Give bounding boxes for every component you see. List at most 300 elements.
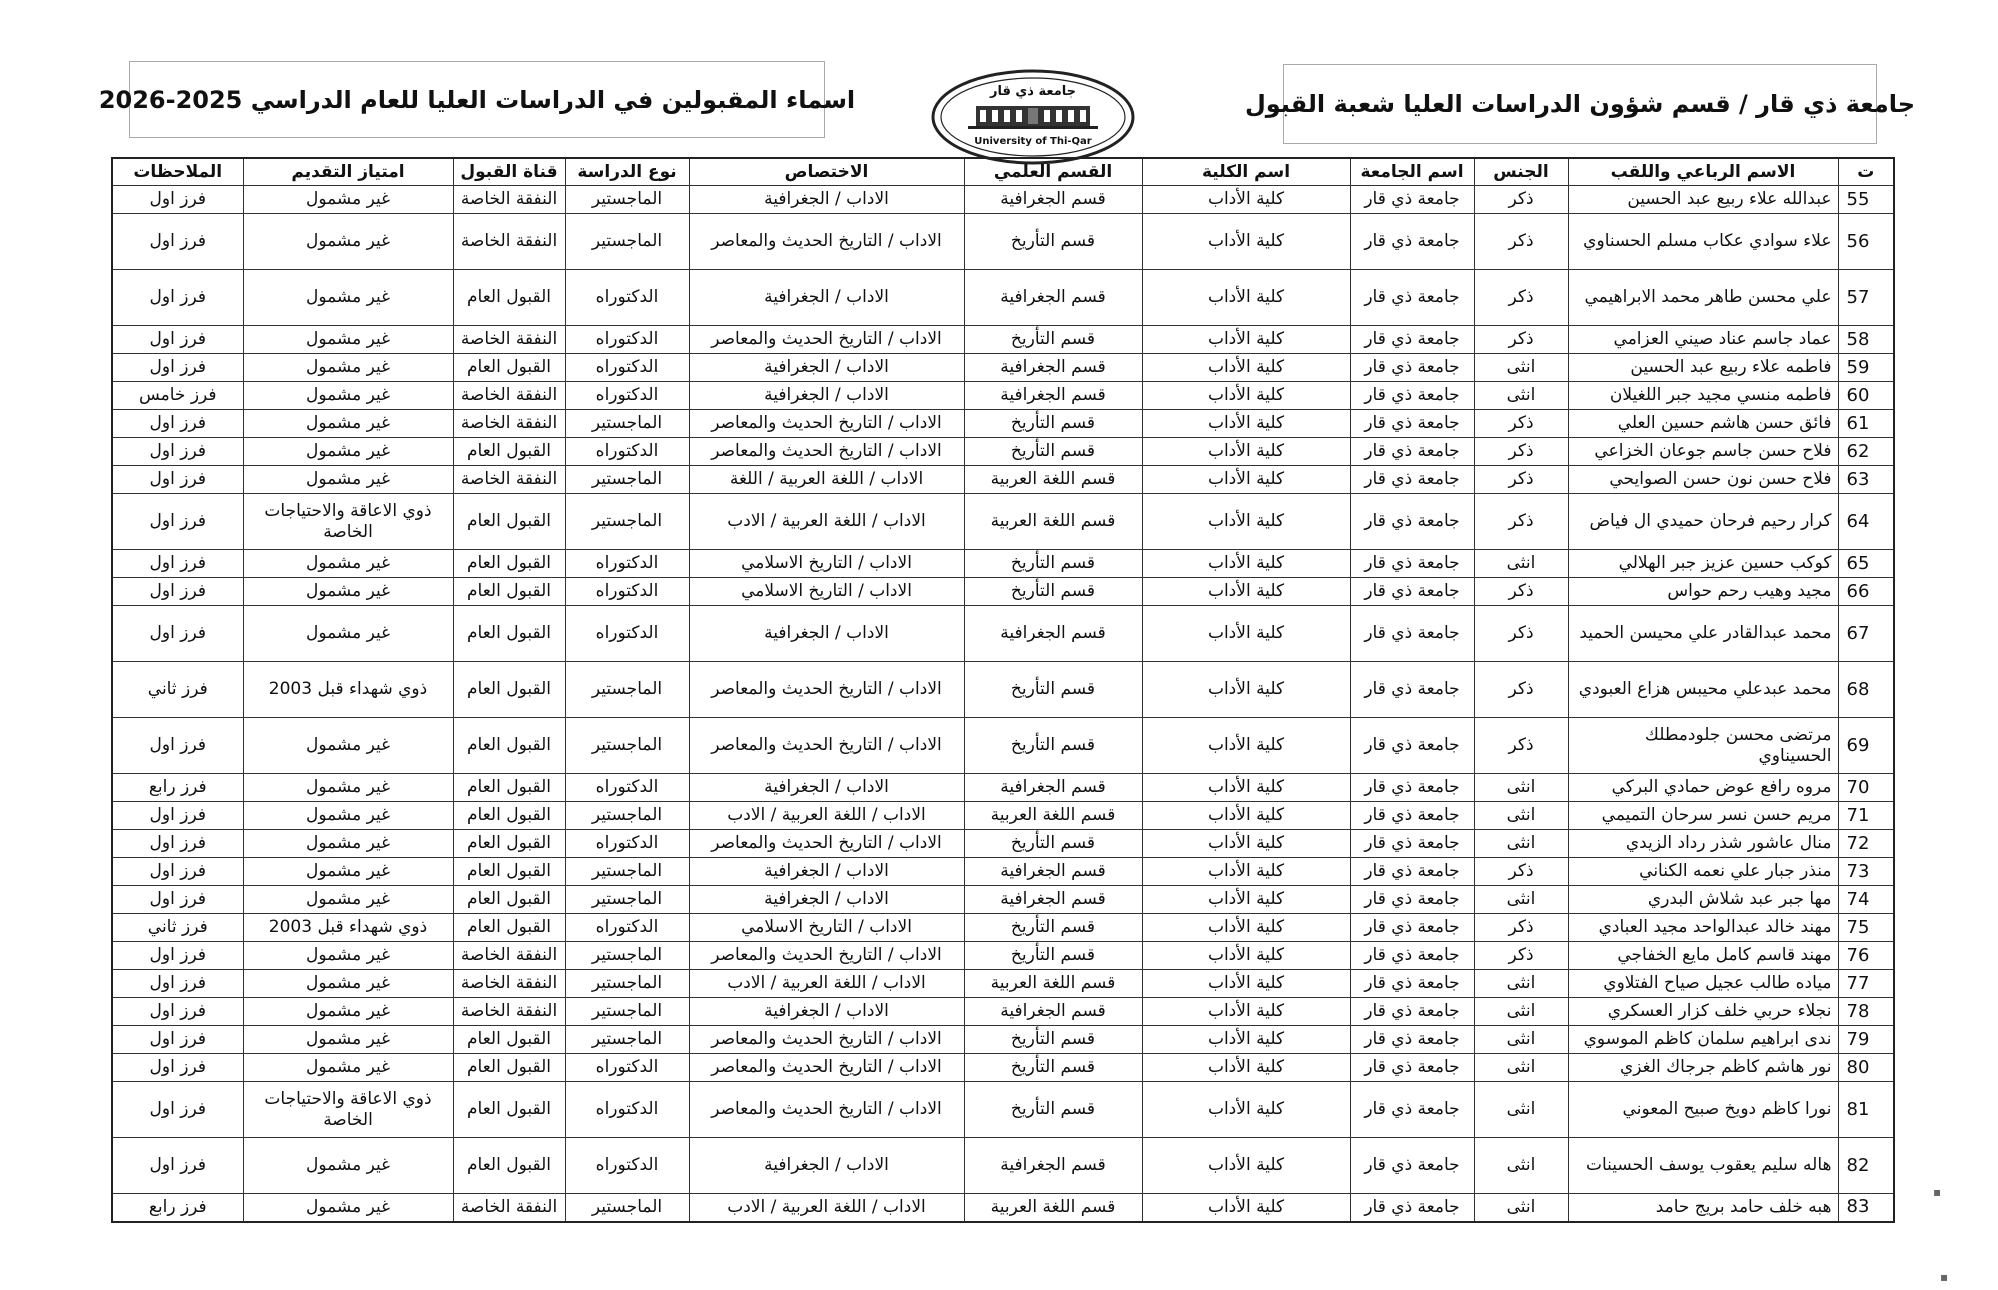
- department-cell: قسم الجغرافية: [964, 858, 1142, 886]
- admission-channel-cell: القبول العام: [453, 1054, 565, 1082]
- table-row: [112, 326, 1894, 354]
- gender-cell: ذكر: [1474, 578, 1568, 606]
- row-index-cell: 59: [1838, 354, 1894, 382]
- student-name-cell: مروه رافع عوض حمادي البركي: [1568, 774, 1838, 802]
- specialization-cell: الاداب / التاريخ الحديث والمعاصر: [689, 718, 964, 774]
- university-cell: جامعة ذي قار: [1350, 410, 1474, 438]
- study-type-cell: الماجستير: [565, 998, 689, 1026]
- university-cell: جامعة ذي قار: [1350, 494, 1474, 550]
- gender-cell: ذكر: [1474, 214, 1568, 270]
- table-row: [112, 970, 1894, 998]
- col-header-university: اسم الجامعة: [1350, 158, 1474, 186]
- specialization-cell: الاداب / الجغرافية: [689, 886, 964, 914]
- college-cell: كلية الأداب: [1142, 214, 1350, 270]
- student-name-cell: علاء سوادي عكاب مسلم الحسناوي: [1568, 214, 1838, 270]
- student-name-cell: فائق حسن هاشم حسين العلي: [1568, 410, 1838, 438]
- university-cell: جامعة ذي قار: [1350, 662, 1474, 718]
- privilege-cell: غير مشمول: [243, 578, 453, 606]
- student-name-cell: نور هاشم كاظم جرجاك الغزي: [1568, 1054, 1838, 1082]
- specialization-cell: الاداب / اللغة العربية / الادب: [689, 970, 964, 998]
- college-cell: كلية الأداب: [1142, 718, 1350, 774]
- table-row: [112, 550, 1894, 578]
- college-cell: كلية الأداب: [1142, 914, 1350, 942]
- college-cell: كلية الأداب: [1142, 1026, 1350, 1054]
- university-cell: جامعة ذي قار: [1350, 830, 1474, 858]
- privilege-cell: غير مشمول: [243, 1026, 453, 1054]
- college-cell: كلية الأداب: [1142, 466, 1350, 494]
- row-index-cell: 58: [1838, 326, 1894, 354]
- privilege-cell: غير مشمول: [243, 354, 453, 382]
- specialization-cell: الاداب / التاريخ الحديث والمعاصر: [689, 438, 964, 466]
- student-name-cell: فاطمه منسي مجيد جبر اللغيلان: [1568, 382, 1838, 410]
- notes-cell: فرز اول: [112, 942, 243, 970]
- admission-channel-cell: القبول العام: [453, 606, 565, 662]
- department-cell: قسم الجغرافية: [964, 886, 1142, 914]
- notes-cell: فرز رابع: [112, 774, 243, 802]
- table-row: [112, 802, 1894, 830]
- row-index-cell: 80: [1838, 1054, 1894, 1082]
- specialization-cell: الاداب / التاريخ الاسلامي: [689, 578, 964, 606]
- notes-cell: فرز اول: [112, 1082, 243, 1138]
- notes-cell: فرز اول: [112, 858, 243, 886]
- admission-channel-cell: القبول العام: [453, 886, 565, 914]
- gender-cell: ذكر: [1474, 466, 1568, 494]
- study-type-cell: الدكتوراه: [565, 382, 689, 410]
- university-cell: جامعة ذي قار: [1350, 438, 1474, 466]
- university-cell: جامعة ذي قار: [1350, 1054, 1474, 1082]
- col-header-index: ت: [1838, 158, 1894, 186]
- specialization-cell: الاداب / التاريخ الحديث والمعاصر: [689, 410, 964, 438]
- admission-channel-cell: القبول العام: [453, 550, 565, 578]
- university-cell: جامعة ذي قار: [1350, 186, 1474, 214]
- department-cell: قسم الجغرافية: [964, 382, 1142, 410]
- row-index-cell: 66: [1838, 578, 1894, 606]
- student-name-cell: مجيد وهيب رحم حواس: [1568, 578, 1838, 606]
- privilege-cell: غير مشمول: [243, 774, 453, 802]
- student-name-cell: محمد عبدالقادر علي محيسن الحميد: [1568, 606, 1838, 662]
- privilege-cell: ذوي شهداء قبل 2003: [243, 914, 453, 942]
- study-type-cell: الماجستير: [565, 718, 689, 774]
- study-type-cell: الماجستير: [565, 886, 689, 914]
- study-type-cell: الدكتوراه: [565, 774, 689, 802]
- gender-cell: ذكر: [1474, 438, 1568, 466]
- college-cell: كلية الأداب: [1142, 942, 1350, 970]
- table-row: [112, 942, 1894, 970]
- header-left-title: [98, 61, 856, 138]
- row-index-cell: 56: [1838, 214, 1894, 270]
- admission-channel-cell: النفقة الخاصة: [453, 998, 565, 1026]
- col-header-college: اسم الكلية: [1142, 158, 1350, 186]
- university-cell: جامعة ذي قار: [1350, 382, 1474, 410]
- row-index-cell: 64: [1838, 494, 1894, 550]
- university-cell: جامعة ذي قار: [1350, 970, 1474, 998]
- department-cell: قسم التأريخ: [964, 214, 1142, 270]
- student-name-cell: كوكب حسين عزيز جبر الهلالي: [1568, 550, 1838, 578]
- college-cell: كلية الأداب: [1142, 270, 1350, 326]
- university-cell: جامعة ذي قار: [1350, 214, 1474, 270]
- gender-cell: ذكر: [1474, 606, 1568, 662]
- admission-channel-cell: القبول العام: [453, 1082, 565, 1138]
- college-cell: كلية الأداب: [1142, 970, 1350, 998]
- university-cell: جامعة ذي قار: [1350, 942, 1474, 970]
- notes-cell: فرز اول: [112, 1138, 243, 1194]
- university-cell: جامعة ذي قار: [1350, 998, 1474, 1026]
- privilege-cell: غير مشمول: [243, 606, 453, 662]
- admission-channel-cell: النفقة الخاصة: [453, 1194, 565, 1222]
- row-index-cell: 69: [1838, 718, 1894, 774]
- table-row: [112, 1026, 1894, 1054]
- college-cell: كلية الأداب: [1142, 186, 1350, 214]
- college-cell: كلية الأداب: [1142, 326, 1350, 354]
- gender-cell: ذكر: [1474, 914, 1568, 942]
- privilege-cell: غير مشمول: [243, 382, 453, 410]
- table-row: [112, 438, 1894, 466]
- college-cell: كلية الأداب: [1142, 1054, 1350, 1082]
- admission-channel-cell: النفقة الخاصة: [453, 466, 565, 494]
- specialization-cell: الاداب / التاريخ الحديث والمعاصر: [689, 214, 964, 270]
- admission-channel-cell: القبول العام: [453, 578, 565, 606]
- privilege-cell: غير مشمول: [243, 1194, 453, 1222]
- university-cell: جامعة ذي قار: [1350, 774, 1474, 802]
- study-type-cell: الماجستير: [565, 970, 689, 998]
- privilege-cell: غير مشمول: [243, 1054, 453, 1082]
- table-row: [112, 1054, 1894, 1082]
- specialization-cell: الاداب / الجغرافية: [689, 606, 964, 662]
- university-cell: جامعة ذي قار: [1350, 326, 1474, 354]
- gender-cell: انثى: [1474, 550, 1568, 578]
- privilege-cell: غير مشمول: [243, 186, 453, 214]
- department-cell: قسم التأريخ: [964, 1082, 1142, 1138]
- gender-cell: انثى: [1474, 830, 1568, 858]
- admission-channel-cell: النفقة الخاصة: [453, 970, 565, 998]
- row-index-cell: 68: [1838, 662, 1894, 718]
- admission-channel-cell: القبول العام: [453, 774, 565, 802]
- university-logo: [930, 68, 1136, 166]
- university-cell: جامعة ذي قار: [1350, 914, 1474, 942]
- privilege-cell: غير مشمول: [243, 1138, 453, 1194]
- notes-cell: فرز اول: [112, 494, 243, 550]
- privilege-cell: غير مشمول: [243, 998, 453, 1026]
- university-cell: جامعة ذي قار: [1350, 270, 1474, 326]
- gender-cell: انثى: [1474, 774, 1568, 802]
- department-cell: قسم التأريخ: [964, 830, 1142, 858]
- table-row: [112, 186, 1894, 214]
- privilege-cell: غير مشمول: [243, 942, 453, 970]
- admission-channel-cell: القبول العام: [453, 1138, 565, 1194]
- table-row: [112, 578, 1894, 606]
- study-type-cell: الماجستير: [565, 942, 689, 970]
- college-cell: كلية الأداب: [1142, 802, 1350, 830]
- document-title: اسماء المقبولين في الدراسات العليا للعام الدراسي 2025-2026: [98, 85, 856, 114]
- privilege-cell: غير مشمول: [243, 858, 453, 886]
- university-cell: جامعة ذي قار: [1350, 1138, 1474, 1194]
- university-department-title: جامعة ذي قار / قسم شؤون الدراسات العليا شعبة القبول: [1244, 90, 1916, 118]
- student-name-cell: فلاح حسن جاسم جوعان الخزاعي: [1568, 438, 1838, 466]
- department-cell: قسم الجغرافية: [964, 774, 1142, 802]
- college-cell: كلية الأداب: [1142, 382, 1350, 410]
- study-type-cell: الدكتوراه: [565, 1082, 689, 1138]
- student-name-cell: فاطمه علاء ربيع عبد الحسين: [1568, 354, 1838, 382]
- notes-cell: فرز اول: [112, 1054, 243, 1082]
- study-type-cell: الدكتوراه: [565, 1054, 689, 1082]
- gender-cell: انثى: [1474, 1026, 1568, 1054]
- privilege-cell: غير مشمول: [243, 270, 453, 326]
- study-type-cell: الدكتوراه: [565, 914, 689, 942]
- row-index-cell: 76: [1838, 942, 1894, 970]
- university-cell: جامعة ذي قار: [1350, 578, 1474, 606]
- table-row: [112, 382, 1894, 410]
- specialization-cell: الاداب / الجغرافية: [689, 998, 964, 1026]
- admission-channel-cell: النفقة الخاصة: [453, 326, 565, 354]
- col-header-privilege: امتياز التقديم: [243, 158, 453, 186]
- gender-cell: ذكر: [1474, 410, 1568, 438]
- notes-cell: فرز اول: [112, 998, 243, 1026]
- department-cell: قسم الجغرافية: [964, 998, 1142, 1026]
- table-row: [112, 1194, 1894, 1222]
- student-name-cell: نجلاء حربي خلف كزار العسكري: [1568, 998, 1838, 1026]
- row-index-cell: 83: [1838, 1194, 1894, 1222]
- notes-cell: فرز ثاني: [112, 914, 243, 942]
- student-name-cell: كرار رحيم فرحان حميدي ال فياض: [1568, 494, 1838, 550]
- study-type-cell: الدكتوراه: [565, 438, 689, 466]
- study-type-cell: الدكتوراه: [565, 326, 689, 354]
- study-type-cell: الدكتوراه: [565, 606, 689, 662]
- admission-channel-cell: النفقة الخاصة: [453, 410, 565, 438]
- university-cell: جامعة ذي قار: [1350, 1026, 1474, 1054]
- privilege-cell: غير مشمول: [243, 550, 453, 578]
- table-row: [112, 858, 1894, 886]
- row-index-cell: 61: [1838, 410, 1894, 438]
- notes-cell: فرز اول: [112, 326, 243, 354]
- college-cell: كلية الأداب: [1142, 578, 1350, 606]
- gender-cell: انثى: [1474, 970, 1568, 998]
- table-row: [112, 214, 1894, 270]
- admission-channel-cell: القبول العام: [453, 270, 565, 326]
- admission-channel-cell: القبول العام: [453, 494, 565, 550]
- gender-cell: ذكر: [1474, 186, 1568, 214]
- gender-cell: ذكر: [1474, 270, 1568, 326]
- notes-cell: فرز اول: [112, 1026, 243, 1054]
- specialization-cell: الاداب / التاريخ الحديث والمعاصر: [689, 942, 964, 970]
- admission-channel-cell: القبول العام: [453, 718, 565, 774]
- admissions-table: [111, 157, 1895, 1223]
- study-type-cell: الماجستير: [565, 410, 689, 438]
- gender-cell: انثى: [1474, 382, 1568, 410]
- table-row: [112, 914, 1894, 942]
- department-cell: قسم التأريخ: [964, 550, 1142, 578]
- row-index-cell: 55: [1838, 186, 1894, 214]
- specialization-cell: الاداب / التاريخ الحديث والمعاصر: [689, 326, 964, 354]
- privilege-cell: غير مشمول: [243, 830, 453, 858]
- notes-cell: فرز اول: [112, 186, 243, 214]
- specialization-cell: الاداب / التاريخ الحديث والمعاصر: [689, 1026, 964, 1054]
- specialization-cell: الاداب / الجغرافية: [689, 354, 964, 382]
- notes-cell: فرز ثاني: [112, 662, 243, 718]
- student-name-cell: مياده طالب عجيل صياح الفتلاوي: [1568, 970, 1838, 998]
- specialization-cell: الاداب / التاريخ الاسلامي: [689, 914, 964, 942]
- college-cell: كلية الأداب: [1142, 1194, 1350, 1222]
- table-row: [112, 886, 1894, 914]
- university-cell: جامعة ذي قار: [1350, 354, 1474, 382]
- student-name-cell: منال عاشور شذر رداد الزيدي: [1568, 830, 1838, 858]
- study-type-cell: الماجستير: [565, 466, 689, 494]
- college-cell: كلية الأداب: [1142, 410, 1350, 438]
- row-index-cell: 70: [1838, 774, 1894, 802]
- university-cell: جامعة ذي قار: [1350, 1082, 1474, 1138]
- department-cell: قسم الجغرافية: [964, 1138, 1142, 1194]
- privilege-cell: غير مشمول: [243, 466, 453, 494]
- gender-cell: انثى: [1474, 1194, 1568, 1222]
- privilege-cell: غير مشمول: [243, 326, 453, 354]
- specialization-cell: الاداب / الجغرافية: [689, 382, 964, 410]
- student-name-cell: فلاح حسن نون حسن الصوايحي: [1568, 466, 1838, 494]
- college-cell: كلية الأداب: [1142, 998, 1350, 1026]
- table-row: [112, 1138, 1894, 1194]
- gender-cell: انثى: [1474, 354, 1568, 382]
- department-cell: قسم التأريخ: [964, 326, 1142, 354]
- department-cell: قسم اللغة العربية: [964, 802, 1142, 830]
- privilege-cell: غير مشمول: [243, 970, 453, 998]
- specialization-cell: الاداب / التاريخ الحديث والمعاصر: [689, 662, 964, 718]
- specialization-cell: الاداب / الجغرافية: [689, 858, 964, 886]
- row-index-cell: 77: [1838, 970, 1894, 998]
- college-cell: كلية الأداب: [1142, 662, 1350, 718]
- admission-channel-cell: القبول العام: [453, 802, 565, 830]
- table-row: [112, 1082, 1894, 1138]
- col-header-notes: الملاحظات: [112, 158, 243, 186]
- notes-cell: فرز اول: [112, 606, 243, 662]
- notes-cell: فرز اول: [112, 830, 243, 858]
- study-type-cell: الماجستير: [565, 662, 689, 718]
- university-cell: جامعة ذي قار: [1350, 606, 1474, 662]
- notes-cell: فرز رابع: [112, 1194, 243, 1222]
- student-name-cell: محمد عبدعلي محيبس هزاع العبودي: [1568, 662, 1838, 718]
- row-index-cell: 78: [1838, 998, 1894, 1026]
- admission-channel-cell: القبول العام: [453, 830, 565, 858]
- department-cell: قسم التأريخ: [964, 438, 1142, 466]
- gender-cell: انثى: [1474, 998, 1568, 1026]
- student-name-cell: ندى ابراهيم سلمان كاظم الموسوي: [1568, 1026, 1838, 1054]
- study-type-cell: الدكتوراه: [565, 270, 689, 326]
- col-header-name: الاسم الرباعي واللقب: [1568, 158, 1838, 186]
- student-name-cell: هبه خلف حامد بريج حامد: [1568, 1194, 1838, 1222]
- privilege-cell: ذوي الاعاقة والاحتياجات الخاصة: [243, 494, 453, 550]
- col-header-specialization: الاختصاص: [689, 158, 964, 186]
- college-cell: كلية الأداب: [1142, 858, 1350, 886]
- table-header-row: [112, 158, 1894, 186]
- department-cell: قسم الجغرافية: [964, 354, 1142, 382]
- department-cell: قسم التأريخ: [964, 578, 1142, 606]
- privilege-cell: غير مشمول: [243, 438, 453, 466]
- logo-arabic-text: جامعة ذي قار: [989, 84, 1077, 99]
- department-cell: قسم اللغة العربية: [964, 1194, 1142, 1222]
- table-row: [112, 466, 1894, 494]
- notes-cell: فرز خامس: [112, 382, 243, 410]
- department-cell: قسم الجغرافية: [964, 186, 1142, 214]
- admission-channel-cell: القبول العام: [453, 1026, 565, 1054]
- col-header-gender: الجنس: [1474, 158, 1568, 186]
- university-cell: جامعة ذي قار: [1350, 466, 1474, 494]
- specialization-cell: الاداب / الجغرافية: [689, 270, 964, 326]
- col-header-admission-channel: قناة القبول: [453, 158, 565, 186]
- specialization-cell: الاداب / التاريخ الحديث والمعاصر: [689, 830, 964, 858]
- row-index-cell: 82: [1838, 1138, 1894, 1194]
- col-header-study-type: نوع الدراسة: [565, 158, 689, 186]
- privilege-cell: غير مشمول: [243, 410, 453, 438]
- notes-cell: فرز اول: [112, 718, 243, 774]
- admission-channel-cell: النفقة الخاصة: [453, 186, 565, 214]
- table-row: [112, 830, 1894, 858]
- row-index-cell: 63: [1838, 466, 1894, 494]
- student-name-cell: علي محسن طاهر محمد الابراهيمي: [1568, 270, 1838, 326]
- college-cell: كلية الأداب: [1142, 354, 1350, 382]
- study-type-cell: الدكتوراه: [565, 550, 689, 578]
- university-cell: جامعة ذي قار: [1350, 858, 1474, 886]
- table-row: [112, 270, 1894, 326]
- table-row: [112, 998, 1894, 1026]
- college-cell: كلية الأداب: [1142, 1138, 1350, 1194]
- specialization-cell: الاداب / التاريخ الحديث والمعاصر: [689, 1054, 964, 1082]
- row-index-cell: 60: [1838, 382, 1894, 410]
- notes-cell: فرز اول: [112, 886, 243, 914]
- table-row: [112, 718, 1894, 774]
- notes-cell: فرز اول: [112, 354, 243, 382]
- gender-cell: ذكر: [1474, 326, 1568, 354]
- university-cell: جامعة ذي قار: [1350, 802, 1474, 830]
- student-name-cell: مهند قاسم كامل مايع الخفاجي: [1568, 942, 1838, 970]
- department-cell: قسم التأريخ: [964, 1054, 1142, 1082]
- gender-cell: انثى: [1474, 1138, 1568, 1194]
- study-type-cell: الماجستير: [565, 858, 689, 886]
- specialization-cell: الاداب / اللغة العربية / اللغة: [689, 466, 964, 494]
- col-header-department: القسم العلمي: [964, 158, 1142, 186]
- department-cell: قسم الجغرافية: [964, 270, 1142, 326]
- college-cell: كلية الأداب: [1142, 438, 1350, 466]
- notes-cell: فرز اول: [112, 438, 243, 466]
- row-index-cell: 75: [1838, 914, 1894, 942]
- notes-cell: فرز اول: [112, 410, 243, 438]
- row-index-cell: 67: [1838, 606, 1894, 662]
- college-cell: كلية الأداب: [1142, 774, 1350, 802]
- table-row: [112, 662, 1894, 718]
- study-type-cell: الماجستير: [565, 214, 689, 270]
- department-cell: قسم التأريخ: [964, 718, 1142, 774]
- study-type-cell: الماجستير: [565, 186, 689, 214]
- study-type-cell: الماجستير: [565, 1026, 689, 1054]
- student-name-cell: مريم حسن نسر سرحان التميمي: [1568, 802, 1838, 830]
- row-index-cell: 81: [1838, 1082, 1894, 1138]
- privilege-cell: ذوي الاعاقة والاحتياجات الخاصة: [243, 1082, 453, 1138]
- study-type-cell: الدكتوراه: [565, 1138, 689, 1194]
- department-cell: قسم اللغة العربية: [964, 494, 1142, 550]
- logo-english-text: University of Thi-Qar: [974, 136, 1092, 147]
- student-name-cell: عبدالله علاء ربيع عبد الحسين: [1568, 186, 1838, 214]
- gender-cell: انثى: [1474, 802, 1568, 830]
- university-cell: جامعة ذي قار: [1350, 1194, 1474, 1222]
- admission-channel-cell: القبول العام: [453, 858, 565, 886]
- row-index-cell: 62: [1838, 438, 1894, 466]
- privilege-cell: غير مشمول: [243, 886, 453, 914]
- privilege-cell: ذوي شهداء قبل 2003: [243, 662, 453, 718]
- table-row: [112, 606, 1894, 662]
- specialization-cell: الاداب / الجغرافية: [689, 186, 964, 214]
- notes-cell: فرز اول: [112, 578, 243, 606]
- notes-cell: فرز اول: [112, 466, 243, 494]
- gender-cell: انثى: [1474, 886, 1568, 914]
- college-cell: كلية الأداب: [1142, 830, 1350, 858]
- department-cell: قسم اللغة العربية: [964, 466, 1142, 494]
- department-cell: قسم الجغرافية: [964, 606, 1142, 662]
